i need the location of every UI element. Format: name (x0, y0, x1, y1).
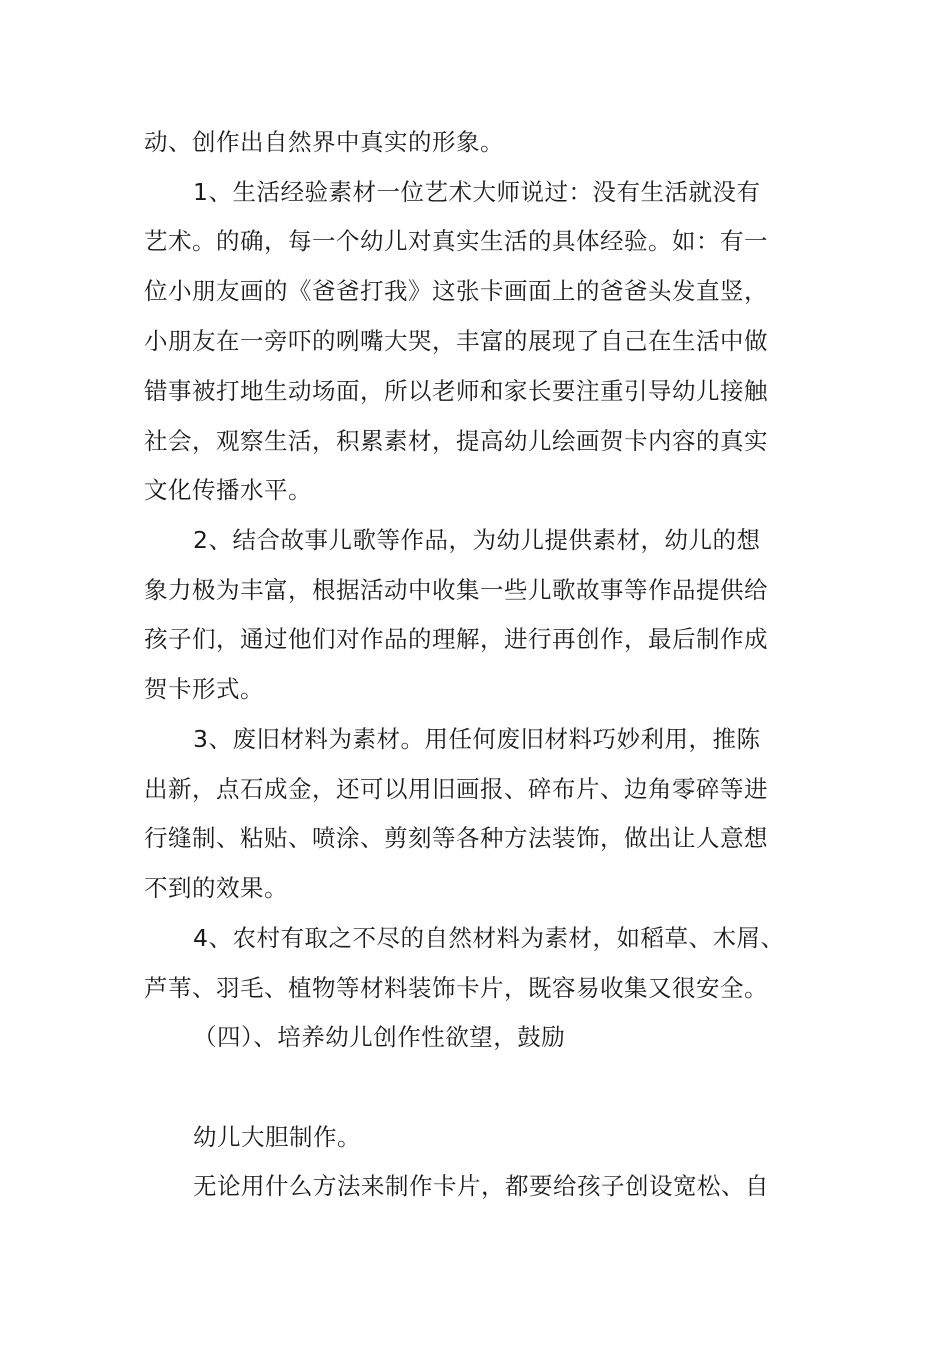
text-line-6: 错事被打地生动场面，所以老师和家长要注重引导幼儿接触 (144, 377, 768, 405)
text-line-3: 艺术。的确，每一个幼儿对真实生活的具体经验。如：有一 (144, 227, 768, 255)
text-line-13: 3、废旧材料为素材。用任何废旧材料巧妙利用，推陈 (193, 725, 761, 753)
text-line-4: 位小朋友画的《爸爸打我》这张卡画面上的爸爸头发直竖， (144, 277, 768, 305)
text-line-16: 不到的效果。 (144, 874, 288, 902)
text-line-15: 行缝制、粘贴、喷涂、剪刻等各种方法装饰，做出让人意想 (144, 824, 768, 852)
text-line-17: 4、农村有取之不尽的自然材料为素材，如稻草、木屑、 (193, 924, 785, 952)
text-line-5: 小朋友在一旁吓的咧嘴大哭，丰富的展现了自己在生活中做 (144, 327, 768, 355)
text-line-18: 芦苇、羽毛、植物等材料装饰卡片，既容易收集又很安全。 (144, 974, 768, 1002)
text-line-2: 1、生活经验素材一位艺术大师说过：没有生活就没有 (193, 178, 761, 206)
text-line-12: 贺卡形式。 (144, 675, 264, 703)
text-line-10: 象力极为丰富，根据活动中收集一些儿歌故事等作品提供给 (144, 576, 768, 604)
section-heading: （四）、培养幼儿创作性欲望，鼓励 (193, 1023, 566, 1051)
text-line-11: 孩子们，通过他们对作品的理解，进行再创作，最后制作成 (144, 625, 768, 653)
text-line-21: 无论用什么方法来制作卡片，都要给孩子创设宽松、自 (193, 1172, 769, 1200)
text-line-8: 文化传播水平。 (144, 476, 312, 504)
text-line-20: 幼儿大胆制作。 (193, 1123, 361, 1151)
text-line-1: 动、创作出自然界中真实的形象。 (144, 128, 504, 156)
text-line-9: 2、结合故事儿歌等作品，为幼儿提供素材，幼儿的想 (193, 526, 761, 554)
text-line-14: 出新，点石成金，还可以用旧画报、碎布片、边角零碎等进 (144, 775, 768, 803)
text-line-7: 社会，观察生活，积累素材，提高幼儿绘画贺卡内容的真实 (144, 427, 768, 455)
